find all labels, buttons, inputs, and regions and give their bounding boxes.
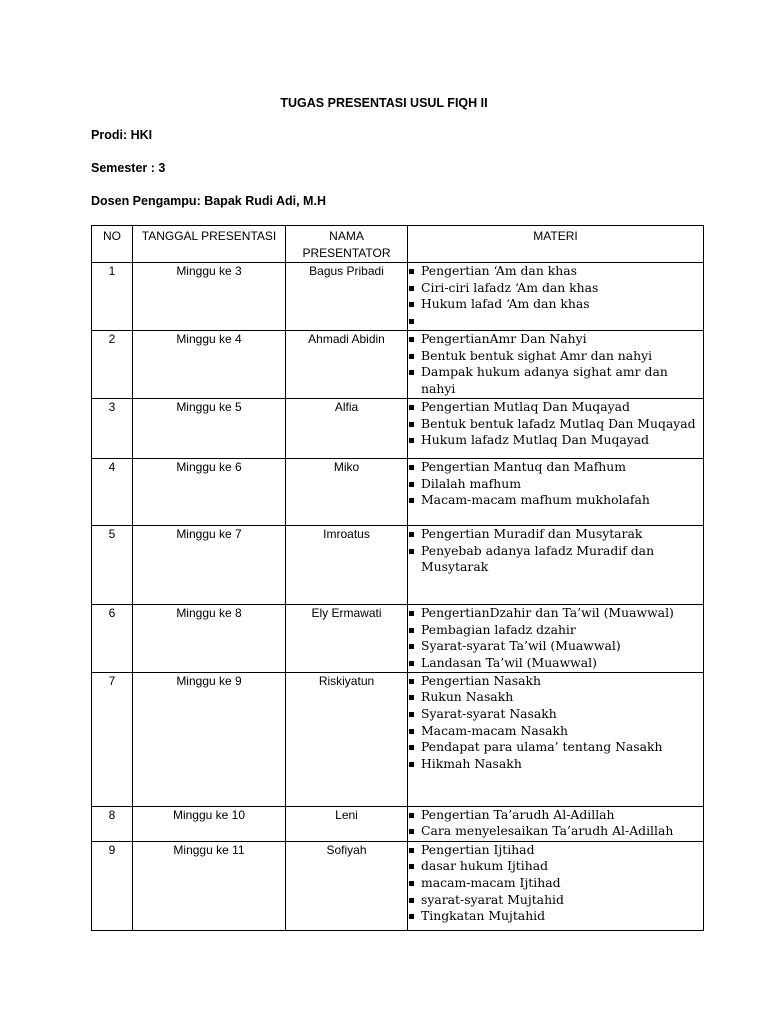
materi-list [408, 673, 703, 773]
cell-materi [408, 525, 704, 604]
materi-item: Pendapat para ulama’ tentang Nasakh [408, 739, 703, 756]
cell-materi [408, 263, 704, 331]
header-no: NO [92, 226, 133, 263]
semester-line: Semester : 3 [91, 161, 166, 175]
materi-item: Pengertian ‘Am dan khas [408, 263, 703, 280]
materi-item: syarat-syarat Mujtahid [408, 892, 703, 909]
materi-item: Dampak hukum adanya sighat amr dan nahyi [408, 364, 703, 397]
cell-no: 5 [92, 525, 133, 604]
materi-item: Landasan Ta’wil (Muawwal) [408, 655, 703, 672]
table-row [92, 525, 704, 604]
cell-tanggal: Minggu ke 4 [133, 330, 286, 398]
materi-item: Hikmah Nasakh [408, 756, 703, 773]
materi-item: Pengertian Ijtihad [408, 842, 703, 859]
cell-no: 4 [92, 458, 133, 525]
cell-materi [408, 458, 704, 525]
cell-no: 9 [92, 841, 133, 930]
materi-list [408, 399, 703, 449]
table-header-row [92, 226, 704, 263]
materi-item: Pengertian Muradif dan Musytarak [408, 526, 703, 543]
cell-nama: Sofiyah [286, 841, 408, 930]
cell-no: 1 [92, 263, 133, 331]
materi-item: Macam-macam Nasakh [408, 723, 703, 740]
materi-item: Hukum lafad ‘Am dan khas [408, 296, 703, 313]
materi-list [408, 807, 703, 840]
cell-nama: Alfia [286, 398, 408, 458]
cell-nama: Ahmadi Abidin [286, 330, 408, 398]
cell-nama: Riskiyatun [286, 672, 408, 806]
materi-item: PengertianAmr Dan Nahyi [408, 331, 703, 348]
table-row [92, 672, 704, 806]
table-row [92, 330, 704, 398]
cell-tanggal: Minggu ke 7 [133, 525, 286, 604]
cell-no: 8 [92, 806, 133, 841]
materi-item [408, 313, 703, 330]
cell-tanggal: Minggu ke 9 [133, 672, 286, 806]
dosen-line: Dosen Pengampu: Bapak Rudi Adi, M.H [91, 194, 326, 208]
schedule-table [91, 225, 704, 931]
materi-item: macam-macam Ijtihad [408, 875, 703, 892]
materi-item: Bentuk bentuk sighat Amr dan nahyi [408, 348, 703, 365]
materi-item: Penyebab adanya lafadz Muradif dan Musytarak [408, 543, 703, 576]
cell-materi [408, 841, 704, 930]
materi-item: Cara menyelesaikan Ta’arudh Al-Adillah [408, 823, 703, 840]
table-row [92, 604, 704, 672]
cell-no: 3 [92, 398, 133, 458]
materi-item: Dilalah mafhum [408, 476, 703, 493]
materi-item: Tingkatan Mujtahid [408, 908, 703, 925]
document-title: TUGAS PRESENTASI USUL FIQH II [280, 96, 488, 110]
cell-tanggal: Minggu ke 10 [133, 806, 286, 841]
materi-item: Pengertian Mutlaq Dan Muqayad [408, 399, 703, 416]
cell-tanggal: Minggu ke 6 [133, 458, 286, 525]
cell-nama: Leni [286, 806, 408, 841]
table-row [92, 398, 704, 458]
materi-list [408, 459, 703, 509]
cell-tanggal: Minggu ke 5 [133, 398, 286, 458]
materi-item: Rukun Nasakh [408, 689, 703, 706]
cell-no: 6 [92, 604, 133, 672]
cell-nama: Bagus Pribadi [286, 263, 408, 331]
materi-item: Hukum lafadz Mutlaq Dan Muqayad [408, 432, 703, 449]
table-row [92, 458, 704, 525]
cell-tanggal: Minggu ke 3 [133, 263, 286, 331]
materi-item: Pengertian Ta’arudh Al-Adillah [408, 807, 703, 824]
table-row [92, 806, 704, 841]
cell-nama: Miko [286, 458, 408, 525]
header-nama: NAMA PRESENTATOR [286, 226, 408, 263]
materi-list [408, 263, 703, 330]
cell-nama: Imroatus [286, 525, 408, 604]
cell-materi [408, 806, 704, 841]
cell-nama: Ely Ermawati [286, 604, 408, 672]
materi-item: dasar hukum Ijtihad [408, 858, 703, 875]
cell-materi [408, 330, 704, 398]
materi-item: Pengertian Mantuq dan Mafhum [408, 459, 703, 476]
cell-materi [408, 604, 704, 672]
materi-list [408, 331, 703, 398]
materi-item: PengertianDzahir dan Ta’wil (Muawwal) [408, 605, 703, 622]
materi-item: Syarat-syarat Nasakh [408, 706, 703, 723]
materi-item: Macam-macam mafhum mukholafah [408, 492, 703, 509]
materi-item: Pengertian Nasakh [408, 673, 703, 690]
table-row [92, 263, 704, 331]
materi-item: Bentuk bentuk lafadz Mutlaq Dan Muqayad [408, 416, 703, 433]
header-tanggal: TANGGAL PRESENTASI [133, 226, 286, 263]
materi-list [408, 605, 703, 672]
header-materi: MATERI [408, 226, 704, 263]
table-row [92, 841, 704, 930]
materi-item: Ciri-ciri lafadz ‘Am dan khas [408, 280, 703, 297]
materi-item: Syarat-syarat Ta’wil (Muawwal) [408, 638, 703, 655]
materi-list [408, 526, 703, 576]
materi-item: Pembagian lafadz dzahir [408, 622, 703, 639]
cell-materi [408, 672, 704, 806]
materi-list [408, 842, 703, 926]
cell-tanggal: Minggu ke 8 [133, 604, 286, 672]
cell-tanggal: Minggu ke 11 [133, 841, 286, 930]
cell-no: 2 [92, 330, 133, 398]
cell-materi [408, 398, 704, 458]
prodi-line: Prodi: HKI [91, 128, 153, 142]
cell-no: 7 [92, 672, 133, 806]
